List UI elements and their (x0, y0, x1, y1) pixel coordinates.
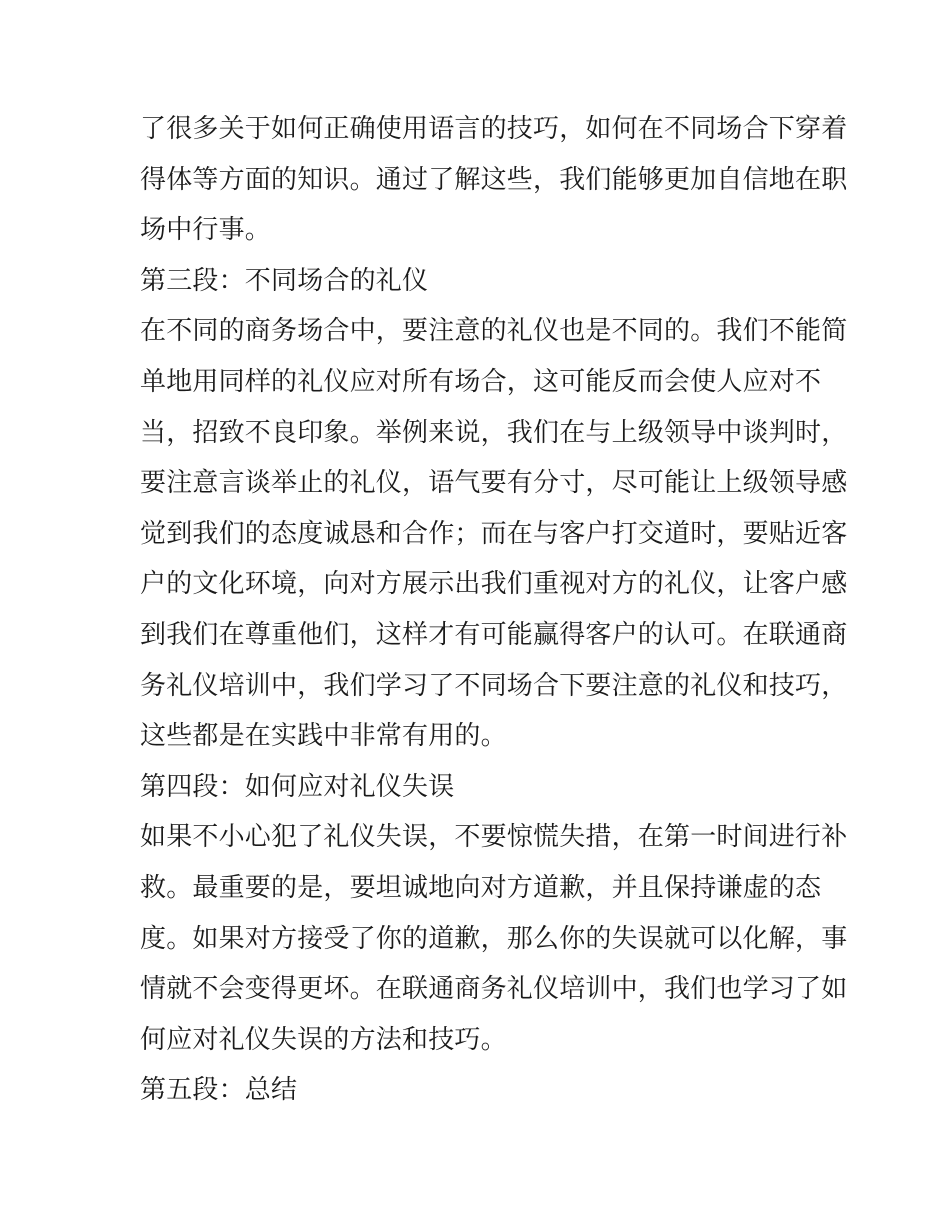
paragraph-line: 要注意言谈举止的礼仪，语气要有分寸，尽可能让上级领导感 (140, 468, 848, 499)
paragraph-line: 情就不会变得更坏。在联通商务礼仪培训中，我们也学习了如 (140, 974, 848, 1005)
paragraph-line: 了很多关于如何正确使用语言的技巧，如何在不同场合下穿着 (140, 114, 848, 144)
section-heading-3: 第三段：不同场合的礼仪 (140, 265, 429, 296)
paragraph-line: 户的文化环境，向对方展示出我们重视对方的礼仪，让客户感 (140, 569, 848, 600)
paragraph-line: 何应对礼仪失误的方法和技巧。 (140, 1024, 507, 1055)
paragraph-line: 觉到我们的态度诚恳和合作；而在与客户打交道时，要贴近客 (140, 518, 848, 549)
paragraph-line: 务礼仪培训中，我们学习了不同场合下要注意的礼仪和技巧， (140, 670, 848, 701)
paragraph-line: 如果不小心犯了礼仪失误，不要惊慌失措，在第一时间进行补 (140, 822, 848, 853)
paragraph-line: 单地用同样的礼仪应对所有场合，这可能反而会使人应对不 (140, 366, 822, 397)
paragraph-line: 在不同的商务场合中，要注意的礼仪也是不同的。我们不能简 (140, 316, 848, 347)
paragraph-line: 这些都是在实践中非常有用的。 (140, 721, 507, 752)
document-body (140, 104, 848, 1116)
section-heading-4: 第四段：如何应对礼仪失误 (140, 771, 455, 802)
paragraph-line: 救。最重要的是，要坦诚地向对方道歉，并且保持谦虚的态 (140, 872, 822, 903)
paragraph-line: 当，招致不良印象。举例来说，我们在与上级领导中谈判时， (140, 417, 848, 448)
paragraph-line: 到我们在尊重他们，这样才有可能赢得客户的认可。在联通商 (140, 619, 848, 650)
section-heading-5: 第五段：总结 (140, 1075, 298, 1106)
paragraph-line: 度。如果对方接受了你的道歉，那么你的失误就可以化解，事 (140, 923, 848, 954)
paragraph-line: 得体等方面的知识。通过了解这些，我们能够更加自信地在职 (140, 164, 848, 195)
paragraph-line: 场中行事。 (140, 215, 272, 246)
